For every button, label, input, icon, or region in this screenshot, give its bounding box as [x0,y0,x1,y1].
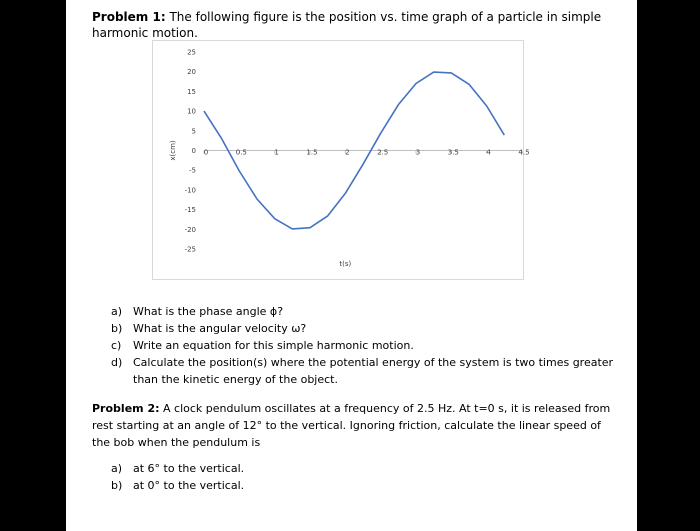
item-label: b) [111,479,123,492]
problem-2-heading: Problem 2: [92,402,160,415]
question-label: b) [111,322,123,335]
x-tick-label: 3.5 [447,148,459,157]
x-tick-label: 1.5 [306,148,318,157]
question-text: Calculate the position(s) where the potential energy of the system is two times greater than the kinetic energy of the object. [133,356,614,386]
question-label: a) [111,305,123,318]
document-page [66,0,637,531]
y-tick-label: -10 [184,186,196,195]
question-text: Write an equation for this simple harmonic motion. [133,339,414,352]
x-tick-label: 2 [345,148,350,157]
y-tick-label: -20 [184,225,196,234]
problem-2-statement [92,400,622,451]
y-tick-label: 15 [187,87,196,96]
y-tick-label: 0 [191,147,196,155]
y-tick-label: 20 [187,68,196,77]
y-tick-label: 5 [191,127,196,136]
problem-1-text: The following figure is the position vs. time graph of a particle in simple harmonic motion. [92,10,602,40]
y-axis-title: x(cm) [169,140,177,161]
y-tick-label: 10 [187,107,196,116]
problem-2-text: A clock pendulum oscillates at a frequency of 2.5 Hz. At t=0 s, it is released from rest starting at an angle of 12° to the vertical. Ignoring friction, calculate the linear speed of the bob when the pendulum is [92,402,611,449]
question-item [111,303,631,320]
chart-canvas [153,41,530,281]
y-tick-label: -25 [184,245,196,254]
x-tick-label: 3 [415,148,421,157]
y-tick-label: -15 [184,206,196,215]
x-tick-label: 0.5 [235,148,247,157]
item-text: at 0° to the vertical. [133,479,245,492]
x-tick-label: 4.5 [518,148,530,157]
x-tick-label: 0 [203,148,209,157]
x-axis-title: t(s) [339,260,352,268]
position-time-chart [152,40,530,280]
item-label: a) [111,462,123,475]
question-text: What is the angular velocity ω? [133,322,307,335]
question-text: What is the phase angle ϕ? [133,305,284,318]
question-item [111,320,631,337]
problem-2-item [111,460,511,477]
question-label: d) [111,356,123,369]
problem-1-statement [92,9,622,41]
problem-2-items [111,460,511,494]
question-item [111,337,631,354]
question-label: c) [111,339,122,352]
x-tick-label: 1 [274,148,279,157]
problem-2-item [111,477,511,494]
question-item [111,354,631,388]
x-tick-label: 2.5 [377,148,389,157]
y-tick-label: 25 [187,48,196,57]
problem-1-questions [111,303,631,388]
y-tick-label: -5 [189,166,196,175]
problem-1-heading: Problem 1: [92,10,166,24]
x-tick-label: 4 [486,148,491,157]
item-text: at 6° to the vertical. [133,462,245,475]
